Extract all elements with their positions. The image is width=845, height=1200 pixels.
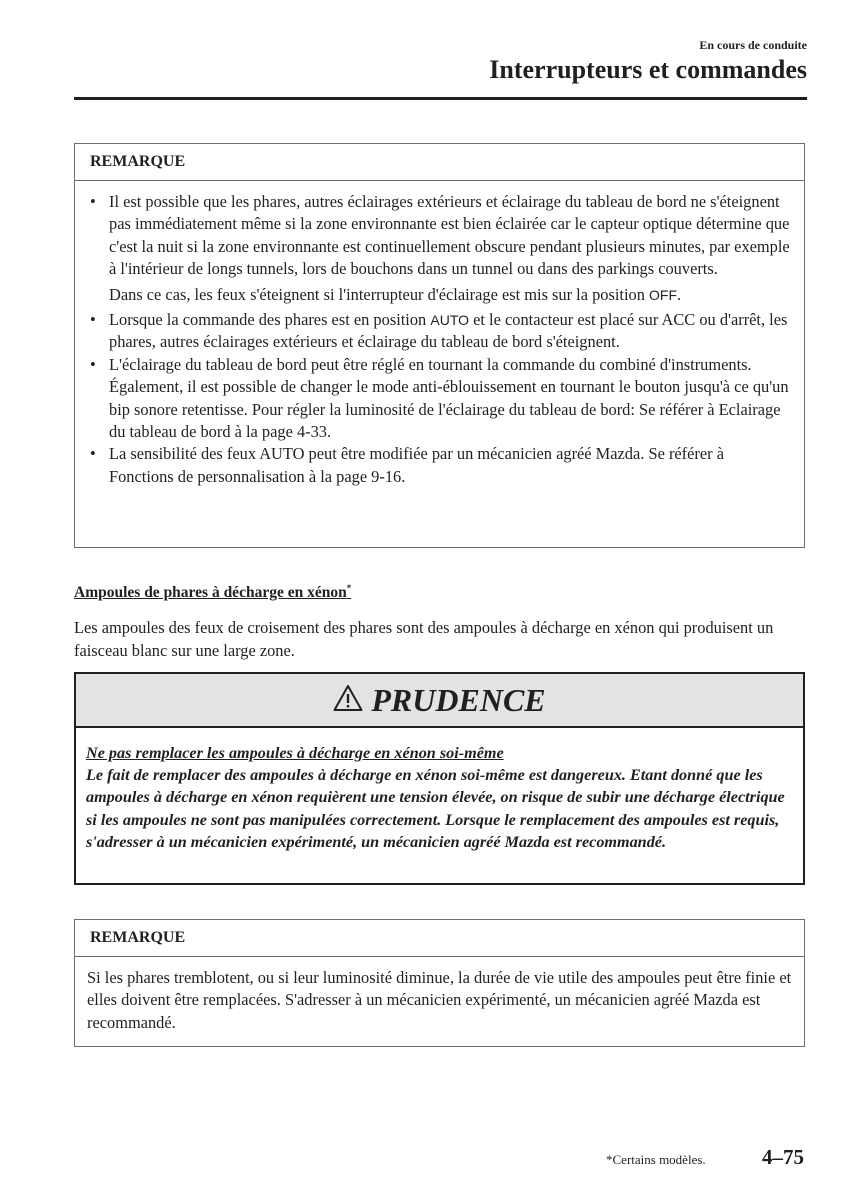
bullet-icon: • (90, 310, 96, 330)
bullet-icon: • (90, 444, 96, 464)
list-item-text-start: Lorsque la commande des phares est en position (109, 310, 427, 330)
followup-text: Dans ce cas, les feux s'éteignent si l'interrupteur d'éclairage est mis sur la position (109, 284, 645, 304)
bullet-icon: • (90, 192, 96, 211)
note-box-2 (74, 919, 805, 1047)
footnote: *Certains modèles. (606, 1152, 706, 1167)
bullet-icon: • (90, 354, 96, 374)
list-item-text: L'éclairage du tableau de bord peut être réglé en tournant la commande du combiné d'instruments. Également, il est possible de changer le mode anti-éblouissement en tournant le bouton jusqu'à ce qu'un bip sonore retentisse. Pour régler la luminosité de l'éclairage du tableau de bord: Se référer à Eclairage du tableau de bord à la page 4-33. (109, 354, 789, 442)
caution-body (76, 728, 803, 861)
footnote-marker: * (346, 583, 352, 593)
list-item-text: La sensibilité des feux AUTO peut être modifiée par un mécanicien agréé Mazda. Se référer à Fonctions de personnalisation à la page 9-16. (109, 444, 724, 486)
list-item-followup (87, 284, 792, 306)
list-item (87, 191, 792, 281)
switch-position-label: OFF (649, 286, 678, 303)
page-number: 4–75 (762, 1145, 804, 1169)
section-heading (74, 583, 351, 602)
note-body: Si les phares tremblotent, ou si leur luminosité diminue, la durée de vie utile des ampoules peut être finie et elles doivent être remplacées. S'adresser à un mécanicien expérimenté, un mécanicien agréé Mazda est recommandé. (87, 968, 792, 1032)
list-item-text (109, 309, 792, 354)
section-label: En cours de conduite (699, 38, 807, 52)
note-box-1 (74, 143, 805, 548)
followup-end: . (677, 284, 682, 304)
switch-position-label: AUTO (430, 312, 470, 329)
list-item-text-end: et le contacteur est placé sur ACC ou d'arrêt, les phares, autres éclairages extérieurs et éclairage du tableau de bord s'éteignent. (109, 310, 788, 352)
list-item-text: Il est possible que les phares, autres éclairages extérieurs et éclairage du tableau de bord ne s'éteignent pas immédiatement même si la zone environnante est bien éclairée car le capteur optique détermine que c'est la nuit si la zone environnante est continuellement obscure pendant plusieurs minutes, par exemple à l'intérieur de longs tunnels, lors de bouchons dans un tunnel ou dans des parkings couverts. (109, 192, 790, 279)
caution-header (76, 674, 803, 728)
section-heading-text: Ampoules de phares à décharge en xénon (74, 584, 347, 602)
caution-title: PRUDENCE (371, 681, 546, 718)
list-item (87, 443, 792, 488)
page-title: Interrupteurs et commandes (489, 55, 807, 84)
note-heading: REMARQUE (75, 920, 804, 957)
note-body (75, 181, 804, 496)
warning-triangle-icon (333, 684, 363, 717)
caution-subheading: Ne pas remplacer les ampoules à décharge en xénon soi-même (86, 744, 504, 762)
section-intro: Les ampoules des feux de croisement des phares sont des ampoules à décharge en xénon qui produisent un faisceau blanc sur une large zone. (74, 618, 774, 660)
list-item (87, 354, 792, 444)
header-rule (74, 97, 807, 100)
caution-text: Le fait de remplacer des ampoules à décharge en xénon soi-même est dangereux. Etant donné que les ampoules à décharge en xénon requièrent une tension élevée, on risque de subir une décharge électrique si les ampoules ne sont pas manipulées correctement. Lorsque le remplacement des ampoules est requis, s'adresser à un mécanicien expérimenté, un mécanicien agréé Mazda est recommandé. (86, 766, 785, 851)
list-item (87, 309, 792, 354)
caution-box (74, 672, 805, 885)
note-heading: REMARQUE (75, 144, 804, 181)
